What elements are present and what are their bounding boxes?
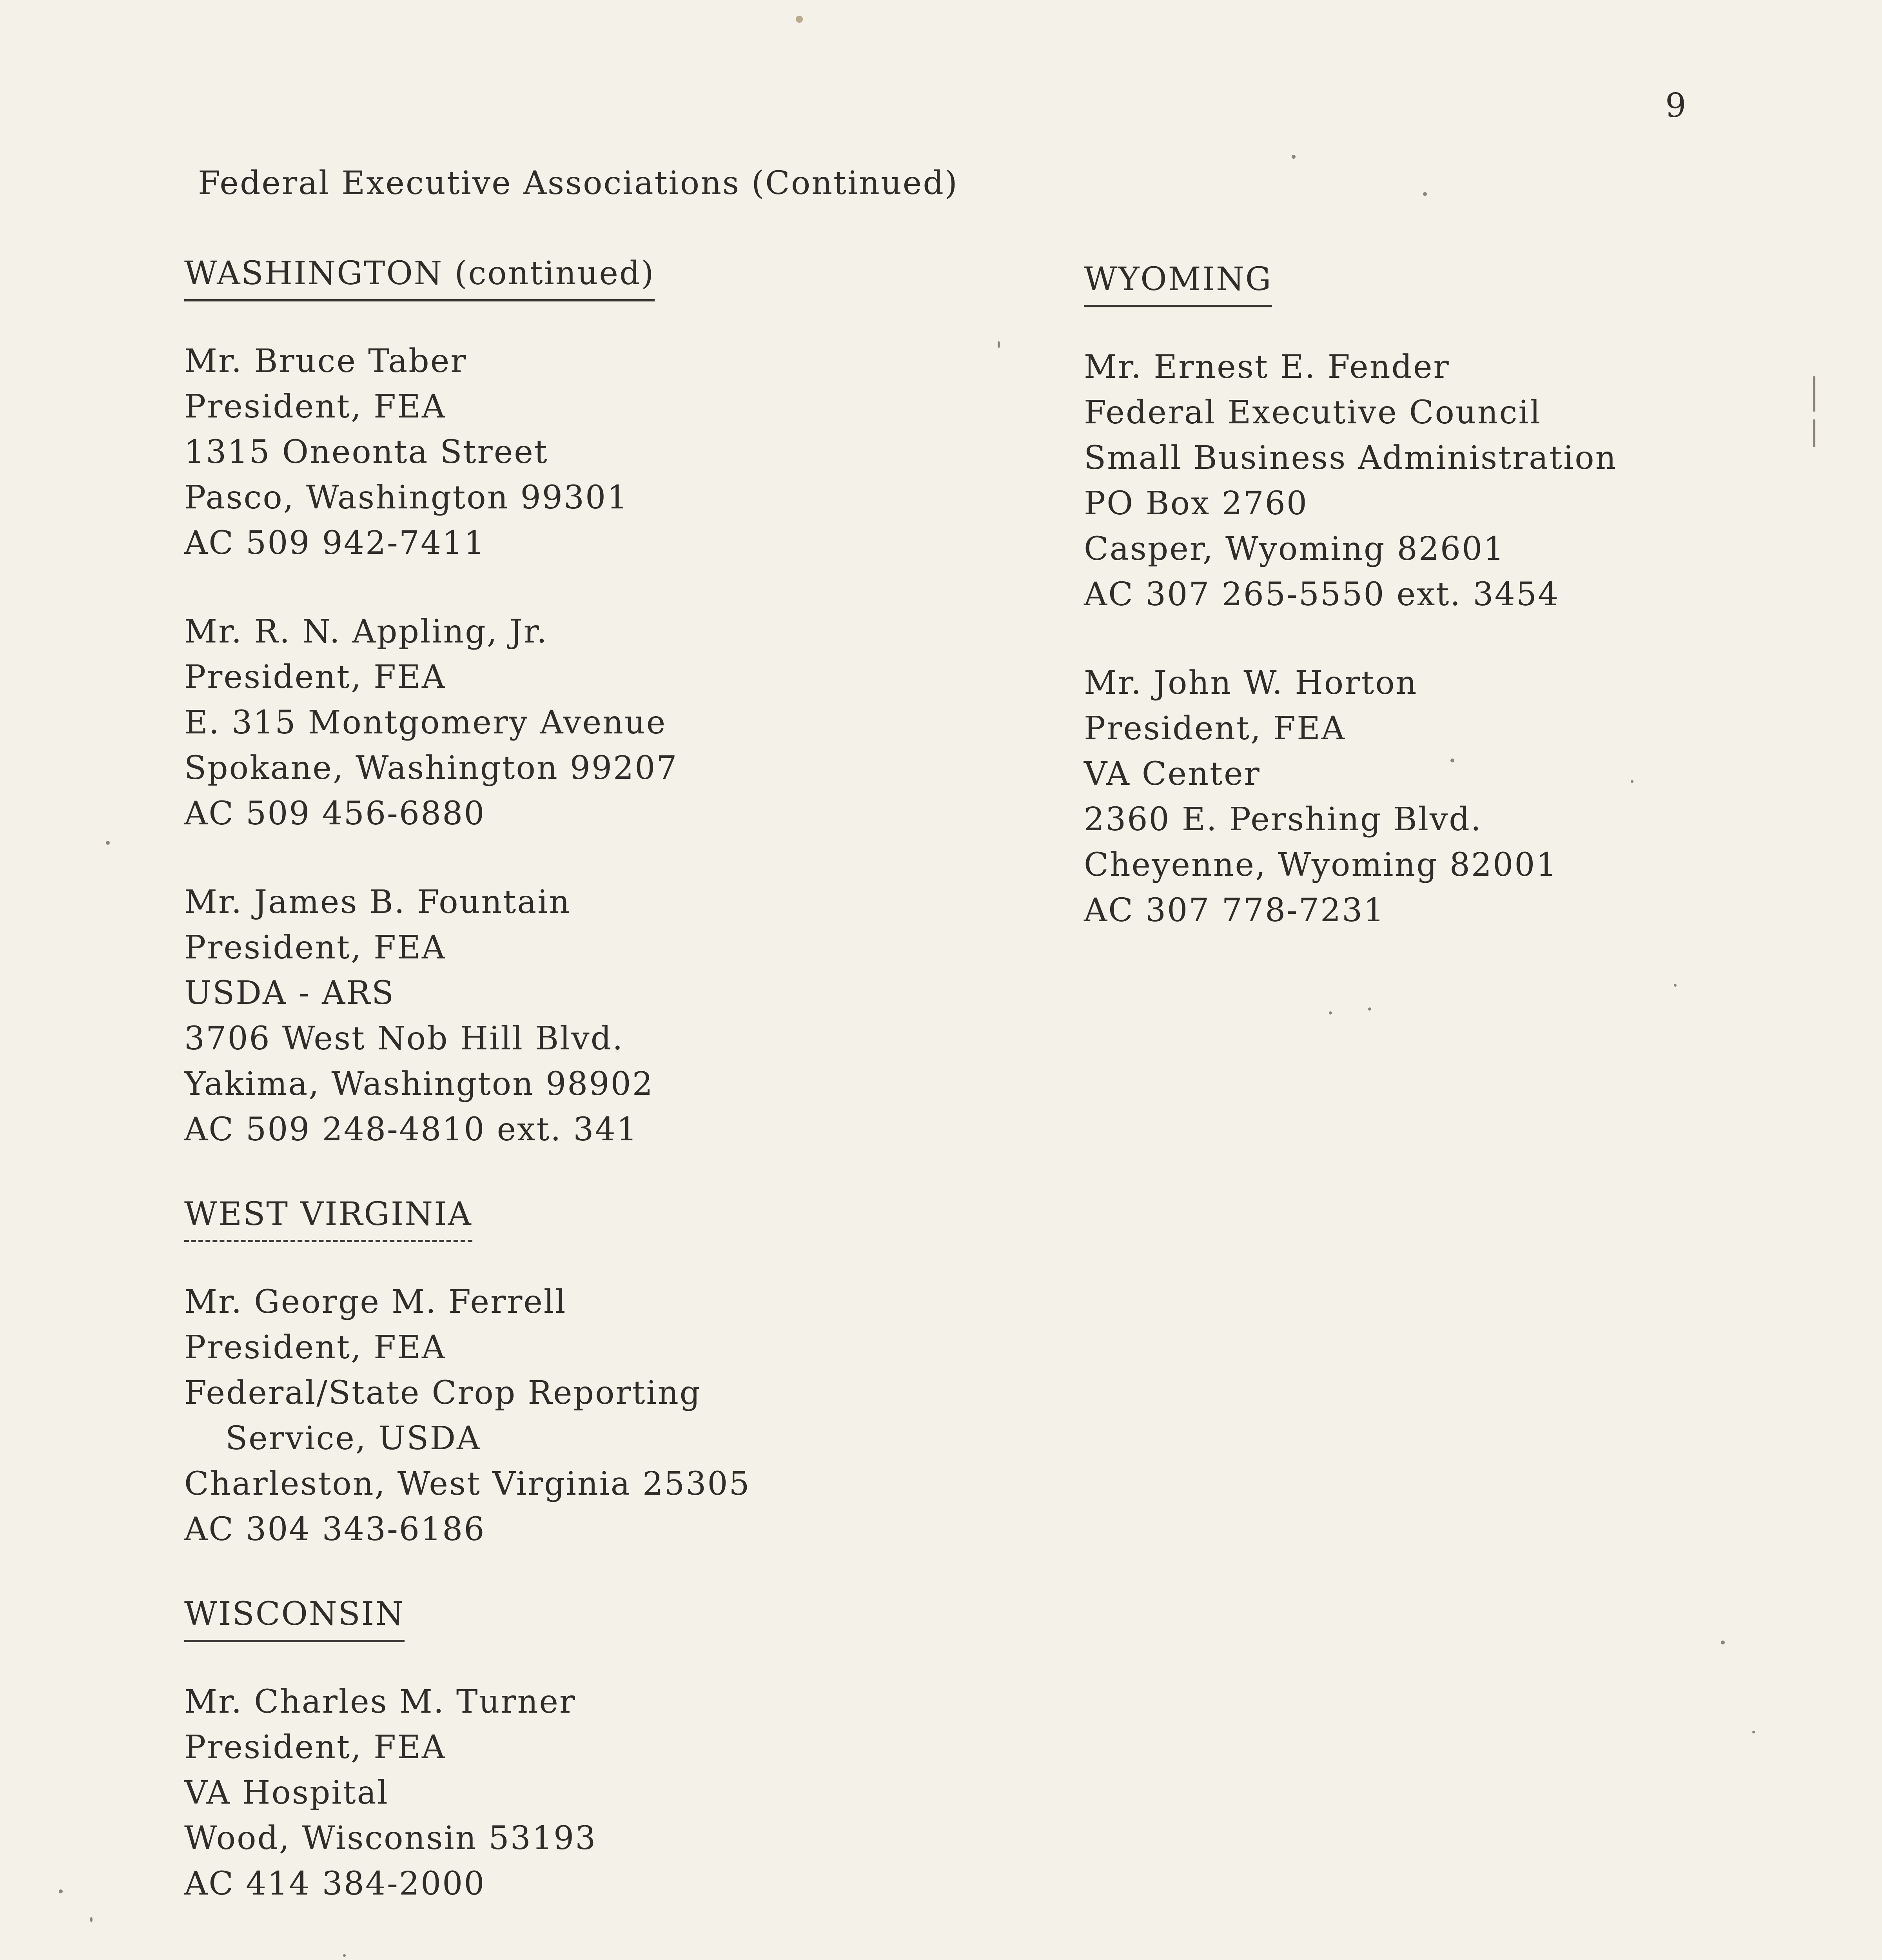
contact-entry (184, 880, 1007, 1152)
contact-title: President, FEA (184, 1729, 446, 1766)
contact-entry (184, 1279, 1007, 1552)
paper-speck (343, 1954, 346, 1957)
contact-title: President, FEA (184, 929, 446, 966)
contact-entry (184, 609, 1007, 837)
contact-city: Cheyenne, Wyoming 82001 (1084, 846, 1558, 884)
paper-speck (1721, 1641, 1725, 1644)
paper-speck (1329, 1011, 1332, 1014)
contact-title: President, FEA (184, 659, 446, 696)
contact-city: Spokane, Washington 99207 (184, 750, 678, 787)
contact-phone: AC 509 456-6880 (184, 795, 486, 832)
contact-entry (184, 339, 1007, 566)
page-title: Federal Executive Associations (Continued) (198, 165, 958, 202)
page-number: 9 (1665, 86, 1688, 125)
paper-speck (1631, 780, 1633, 783)
contact-phone: AC 304 343-6186 (184, 1511, 486, 1548)
contact-name: Mr. Ernest E. Fender (1084, 348, 1450, 386)
paper-speck (1368, 1007, 1371, 1011)
contact-entry (1084, 661, 1829, 933)
paper-speck (998, 341, 1000, 348)
contact-name: Mr. Charles M. Turner (184, 1683, 576, 1720)
contact-organization: USDA - ARS (184, 975, 395, 1012)
contact-street: 1315 Oneonta Street (184, 434, 548, 471)
contact-phone: AC 509 942-7411 (184, 524, 486, 562)
section-header: WASHINGTON (continued) (184, 255, 655, 301)
contact-name: Mr. Bruce Taber (184, 343, 467, 380)
contact-title: President, FEA (1084, 710, 1346, 747)
contact-organization-cont: Service, USDA (225, 1420, 481, 1457)
paper-speck (106, 841, 110, 845)
section-wyoming (1084, 261, 1829, 933)
section-wisconsin (184, 1595, 1007, 1907)
section-header: WYOMING (1084, 261, 1272, 307)
section-washington (184, 255, 1007, 1152)
contact-title: President, FEA (184, 1329, 446, 1366)
paper-speck (1674, 984, 1677, 987)
paper-speck (59, 1889, 63, 1893)
paper-speck (1292, 155, 1296, 159)
contact-name: Mr. R. N. Appling, Jr. (184, 613, 548, 650)
paper-speck (1813, 419, 1815, 447)
contact-entry (184, 1679, 1007, 1907)
contact-phone: AC 307 265-5550 ext. 3454 (1084, 576, 1560, 613)
contact-street: PO Box 2760 (1084, 485, 1309, 522)
section-header: WISCONSIN (184, 1595, 405, 1642)
contact-organization: Federal/State Crop Reporting (184, 1374, 702, 1412)
left-column (184, 255, 1007, 1950)
paper-speck (1813, 376, 1815, 412)
paper-speck (796, 16, 803, 23)
contact-city: Charleston, West Virginia 25305 (184, 1465, 751, 1503)
contact-city: Yakima, Washington 98902 (184, 1065, 654, 1103)
section-west-virginia (184, 1196, 1007, 1552)
contact-title: President, FEA (184, 388, 446, 425)
contact-city: Wood, Wisconsin 53193 (184, 1820, 597, 1857)
contact-street: 2360 E. Pershing Blvd. (1084, 801, 1482, 838)
contact-phone: AC 509 248-4810 ext. 341 (184, 1111, 638, 1148)
contact-name: Mr. James B. Fountain (184, 884, 571, 921)
contact-name: Mr. George M. Ferrell (184, 1283, 567, 1321)
contact-name: Mr. John W. Horton (1084, 664, 1418, 702)
contact-street: E. 315 Montgomery Avenue (184, 704, 667, 741)
section-header: WEST VIRGINIA (184, 1196, 472, 1242)
contact-organization-sub: Small Business Administration (1084, 439, 1617, 477)
contact-phone: AC 307 778-7231 (1084, 892, 1385, 929)
paper-speck (90, 1917, 93, 1922)
paper-speck (1450, 759, 1454, 762)
right-column (1084, 261, 1829, 976)
contact-entry (1084, 345, 1829, 617)
contact-phone: AC 414 384-2000 (184, 1865, 486, 1902)
contact-street: 3706 West Nob Hill Blvd. (184, 1020, 624, 1057)
paper-speck (1423, 192, 1427, 196)
contact-city: Casper, Wyoming 82601 (1084, 530, 1505, 568)
contact-organization: VA Center (1084, 755, 1261, 793)
contact-city: Pasco, Washington 99301 (184, 479, 629, 516)
contact-organization: Federal Executive Council (1084, 394, 1541, 431)
contact-organization: VA Hospital (184, 1774, 389, 1811)
paper-speck (1752, 1731, 1755, 1733)
